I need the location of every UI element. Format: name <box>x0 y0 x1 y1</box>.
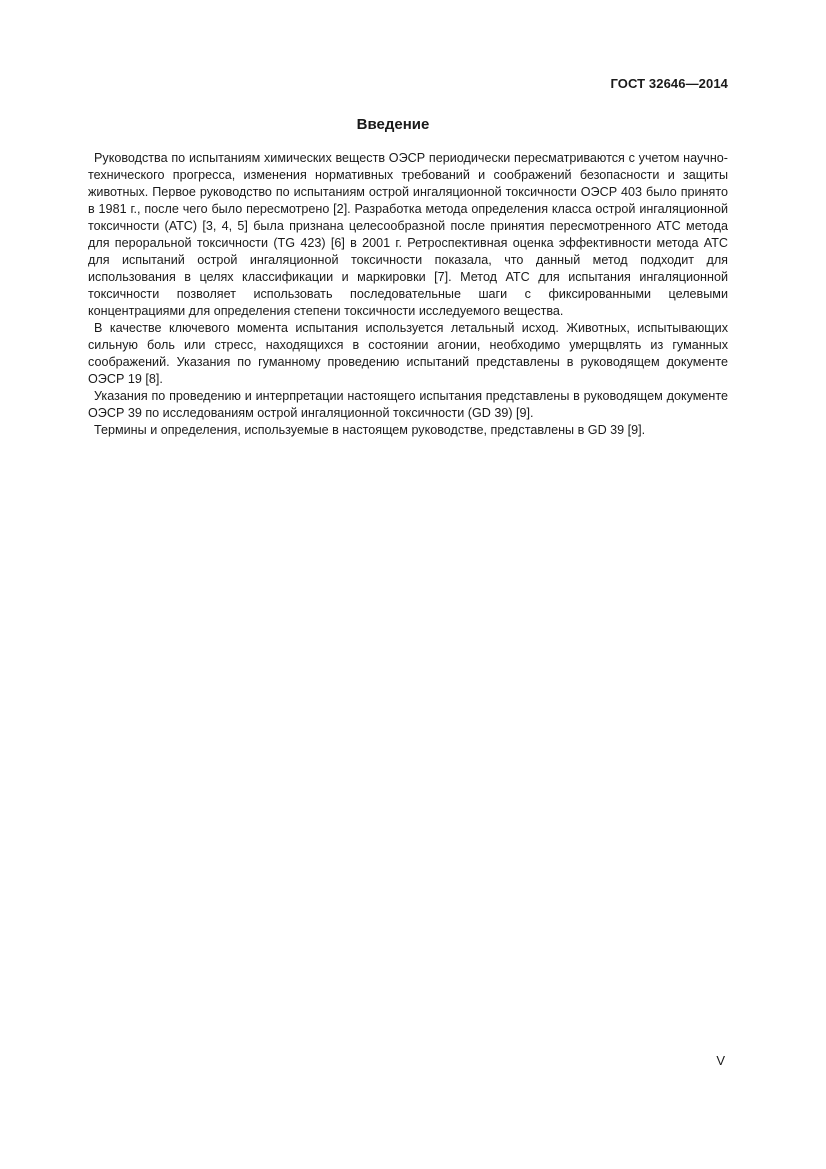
paragraph-2-text: В качестве ключевого момента испытания используется летальный исход. Животных, испытывающих сильную боль или стресс, находящихся в состоянии агонии, необходимо умерщвлять из гуманных соображений. Указания по гуманному проведению испытаний представлены в руководящем документе ОЭСР 19 [8]. <box>88 321 728 386</box>
section-title: Введение <box>356 116 430 133</box>
paragraph-3-text: Указания по проведению и интерпретации настоящего испытания представлены в руководящем документе ОЭСР 39 по исследованиям острой ингаляционной токсичности (GD 39) [9]. <box>88 389 728 420</box>
body-text <box>88 150 728 439</box>
paragraph-1 <box>88 150 728 320</box>
document-code: ГОСТ 32646—2014 <box>610 76 728 91</box>
paragraph-3 <box>88 388 728 422</box>
paragraph-2 <box>88 320 728 388</box>
page-number: V <box>716 1053 725 1068</box>
paragraph-1-text: Руководства по испытаниям химических веществ ОЭСР периодически пересматриваются с учетом научно-технического прогресса, изменения нормативных требований и соображений безопасности и защиты животных. Первое руководство по испытаниям острой ингаляционной токсичности ОЭСР 403 было принято в 1981 г., после чего было пересмотрено [2]. Разработка метода определения класса острой ингаляционной токсичности (АТС) [3, 4, 5] была признана целесообразной после принятия пересмотренного АТС метода для пероральной токсичности (TG 423) [6] в 2001 г. Ретроспективная оценка эффективности метода АТС для испытаний острой ингаляционной токсичности показала, что данный метод подходит для использования в целях классификации и маркировки [7]. Метод АТС для испытания ингаляционной токсичности позволяет использовать последовательные шаги с фиксированными целевыми концентрациями для определения степени токсичности исследуемого вещества. <box>88 151 728 318</box>
paragraph-4 <box>88 422 728 439</box>
paragraph-4-text: Термины и определения, используемые в настоящем руководстве, представлены в GD 39 [9]. <box>94 423 646 437</box>
